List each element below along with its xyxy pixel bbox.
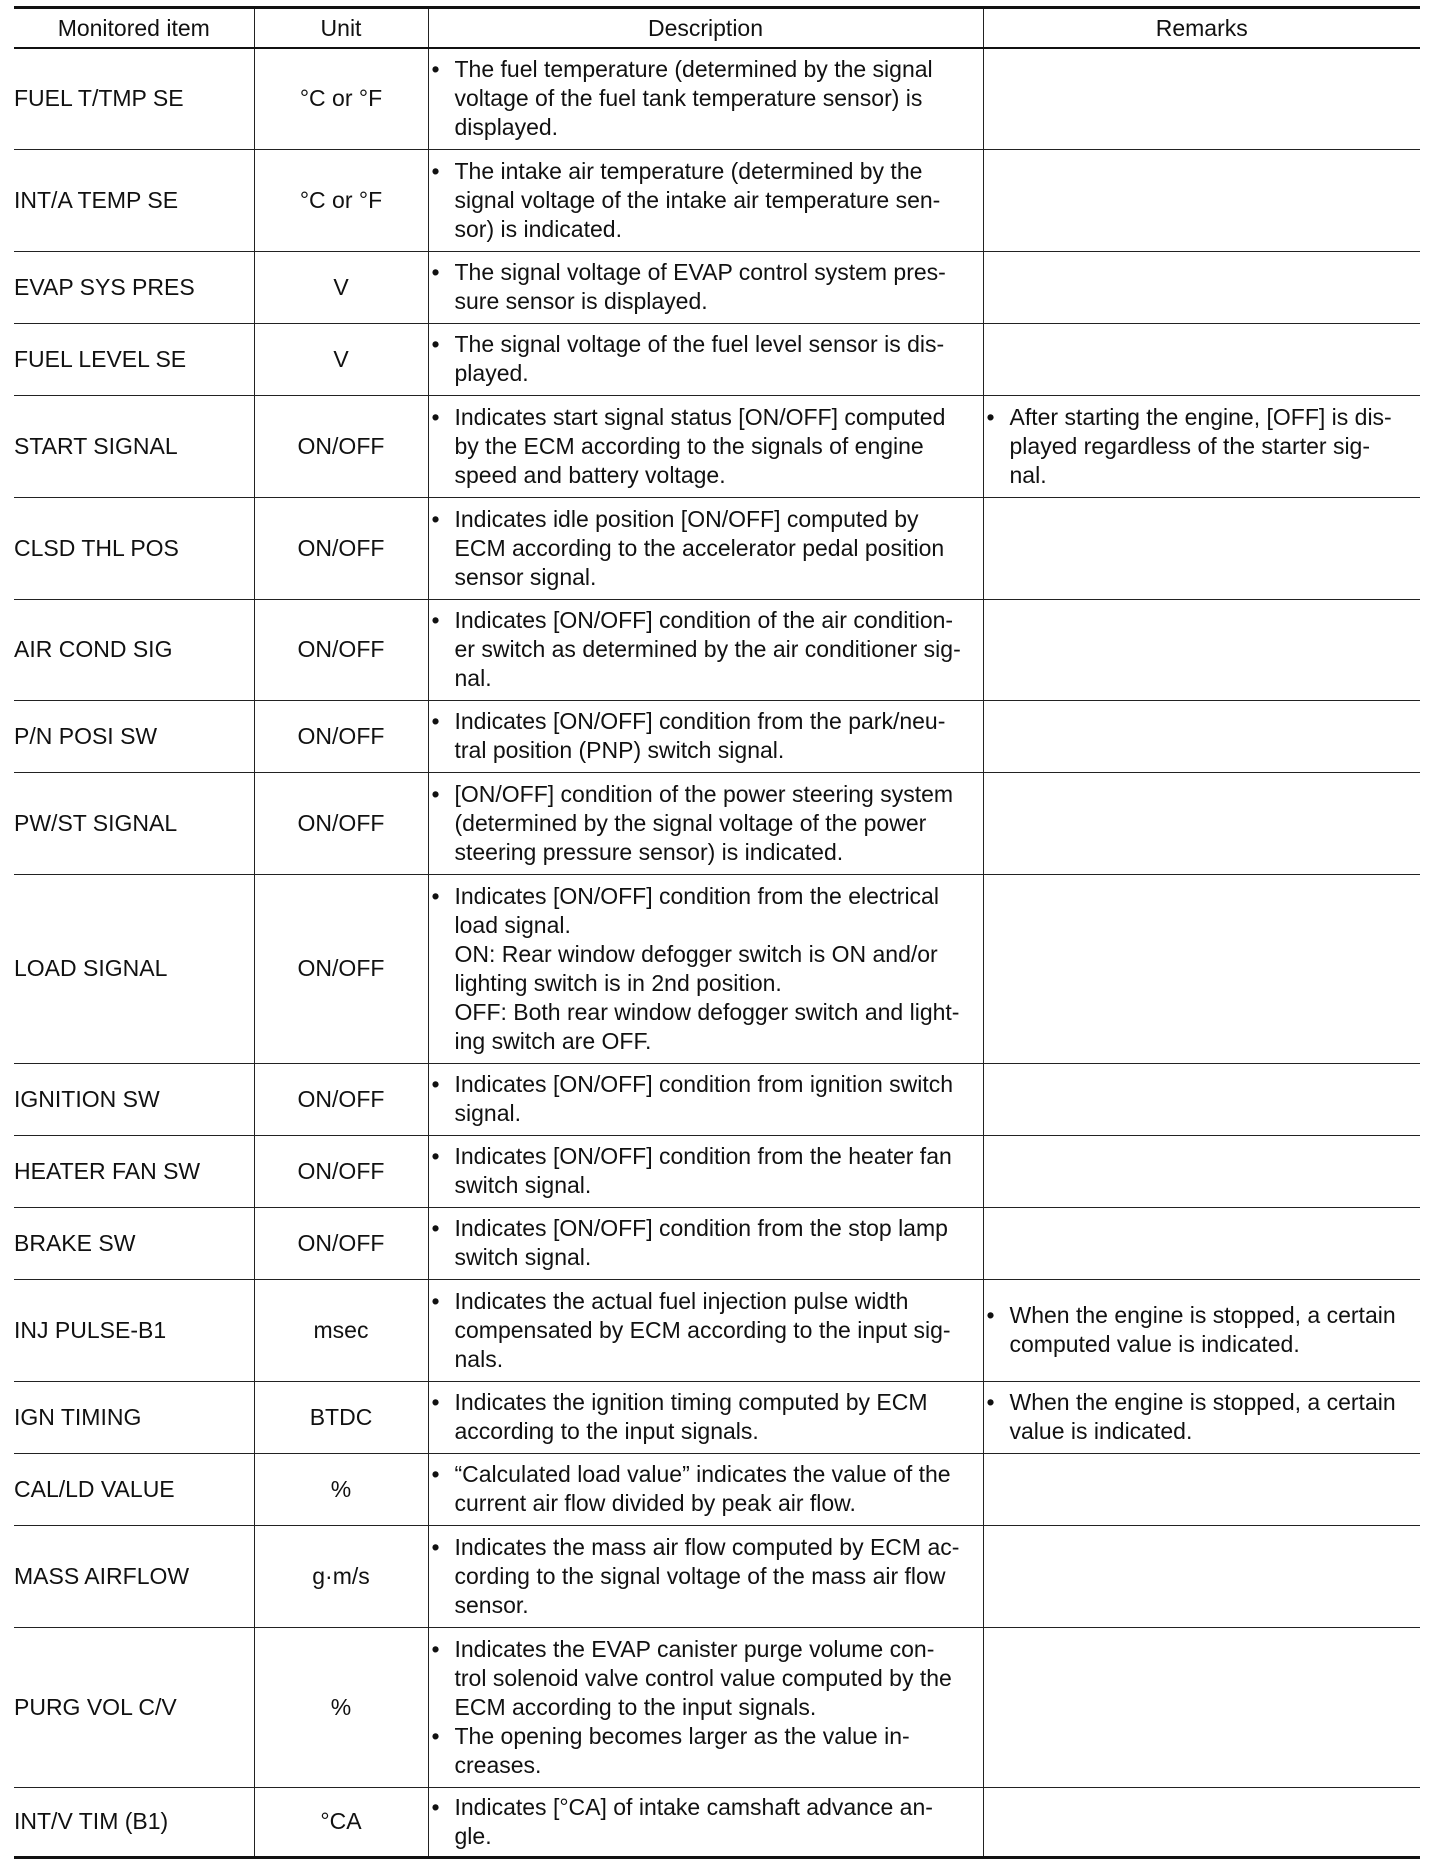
description-line: load signal. xyxy=(454,911,571,938)
remarks-line: • When the engine is stopped, a certain xyxy=(984,1301,1421,1330)
table-row xyxy=(14,1787,1420,1857)
monitored-item: BRAKE SW xyxy=(14,1207,254,1279)
remarks xyxy=(983,599,1420,700)
description-line: • Indicates [ON/OFF] condition from the park/neu- xyxy=(429,707,983,736)
header-unit: Unit xyxy=(254,8,428,49)
unit: msec xyxy=(254,1279,428,1381)
description xyxy=(428,48,983,149)
description-line: • The signal voltage of EVAP control system pres- xyxy=(429,258,983,287)
monitored-item: EVAP SYS PRES xyxy=(14,251,254,323)
monitored-item: MASS AIRFLOW xyxy=(14,1525,254,1627)
remarks xyxy=(983,395,1420,497)
monitored-item: INT/V TIM (B1) xyxy=(14,1787,254,1857)
description xyxy=(428,1135,983,1207)
description-line: • The opening becomes larger as the value in- xyxy=(429,1722,983,1751)
description-line: cording to the signal voltage of the mass air flow xyxy=(454,1562,946,1589)
monitored-item: P/N POSI SW xyxy=(14,700,254,772)
description-line: • Indicates [°CA] of intake camshaft advance an- xyxy=(429,1793,983,1822)
description-line: sensor signal. xyxy=(454,563,597,590)
monitored-item: FUEL LEVEL SE xyxy=(14,323,254,395)
description-line: • Indicates the mass air flow computed by ECM ac- xyxy=(429,1533,983,1562)
remarks xyxy=(983,1207,1420,1279)
remarks xyxy=(983,1787,1420,1857)
description xyxy=(428,1627,983,1787)
description-line: lighting switch is in 2nd position. xyxy=(454,969,782,996)
description-line: • [ON/OFF] condition of the power steering system xyxy=(429,780,983,809)
table-row xyxy=(14,1279,1420,1381)
remarks xyxy=(983,1525,1420,1627)
table-row xyxy=(14,1453,1420,1525)
unit: ON/OFF xyxy=(254,1207,428,1279)
description xyxy=(428,1063,983,1135)
table-row xyxy=(14,251,1420,323)
monitor-item-table xyxy=(14,6,1420,1859)
description-line: tral position (PNP) switch signal. xyxy=(454,737,785,763)
description-line: current air flow divided by peak air flow. xyxy=(454,1490,856,1516)
monitored-item: PW/ST SIGNAL xyxy=(14,772,254,874)
table-row xyxy=(14,48,1420,149)
description-line: displayed. xyxy=(454,114,559,141)
remarks xyxy=(983,48,1420,149)
monitored-item: LOAD SIGNAL xyxy=(14,874,254,1063)
remarks-line: • After starting the engine, [OFF] is dis- xyxy=(984,403,1421,432)
unit: ON/OFF xyxy=(254,700,428,772)
description-line: • The signal voltage of the fuel level sensor is dis- xyxy=(429,330,983,359)
unit: ON/OFF xyxy=(254,497,428,599)
table-row xyxy=(14,149,1420,251)
table-row xyxy=(14,599,1420,700)
description-line: • The fuel temperature (determined by the signal xyxy=(429,55,983,84)
remarks xyxy=(983,1627,1420,1787)
description-line: er switch as determined by the air conditioner sig- xyxy=(454,636,961,662)
description-line: by the ECM according to the signals of engine xyxy=(454,432,924,459)
description-line: compensated by ECM according to the input sig- xyxy=(454,1316,951,1343)
remarks xyxy=(983,1063,1420,1135)
unit: V xyxy=(254,323,428,395)
description xyxy=(428,700,983,772)
description-line: voltage of the fuel tank temperature sensor) is xyxy=(454,85,923,112)
description xyxy=(428,1787,983,1857)
monitored-item: PURG VOL C/V xyxy=(14,1627,254,1787)
description-line: ing switch are OFF. xyxy=(454,1027,652,1054)
description-line: ON: Rear window defogger switch is ON and/or xyxy=(454,940,938,967)
unit: g·m/s xyxy=(254,1525,428,1627)
description-line: • The intake air temperature (determined by the xyxy=(429,157,983,186)
description-line: OFF: Both rear window defogger switch and light- xyxy=(454,998,960,1025)
remarks xyxy=(983,700,1420,772)
remarks-line: value is indicated. xyxy=(1009,1418,1193,1444)
table-row xyxy=(14,1627,1420,1787)
remarks xyxy=(983,251,1420,323)
unit: BTDC xyxy=(254,1381,428,1453)
description-line: nal. xyxy=(454,665,492,691)
unit: % xyxy=(254,1627,428,1787)
unit: ON/OFF xyxy=(254,772,428,874)
unit: % xyxy=(254,1453,428,1525)
table-row xyxy=(14,1063,1420,1135)
unit: ON/OFF xyxy=(254,395,428,497)
description xyxy=(428,874,983,1063)
table-row xyxy=(14,323,1420,395)
description-line: • Indicates the ignition timing computed by ECM xyxy=(429,1388,983,1417)
table-row xyxy=(14,1207,1420,1279)
description-line: switch signal. xyxy=(454,1172,592,1198)
description-line: • Indicates idle position [ON/OFF] computed by xyxy=(429,505,983,534)
description-line: nals. xyxy=(454,1345,504,1372)
description-line: • Indicates the EVAP canister purge volume con- xyxy=(429,1635,983,1664)
monitored-item: START SIGNAL xyxy=(14,395,254,497)
remarks xyxy=(983,149,1420,251)
description-line: according to the input signals. xyxy=(454,1418,759,1444)
description xyxy=(428,1453,983,1525)
unit: ON/OFF xyxy=(254,874,428,1063)
description xyxy=(428,251,983,323)
description xyxy=(428,1381,983,1453)
description-line: (determined by the signal voltage of the power xyxy=(454,809,927,836)
monitored-item: IGN TIMING xyxy=(14,1381,254,1453)
remarks-line: • When the engine is stopped, a certain xyxy=(984,1388,1421,1417)
description-line: ECM according to the input signals. xyxy=(454,1693,817,1720)
table-row xyxy=(14,1381,1420,1453)
monitored-item: CLSD THL POS xyxy=(14,497,254,599)
remarks xyxy=(983,1279,1420,1381)
description-line: ECM according to the accelerator pedal position xyxy=(454,534,945,561)
description-line: switch signal. xyxy=(454,1244,592,1270)
unit: °CA xyxy=(254,1787,428,1857)
remarks xyxy=(983,497,1420,599)
monitored-item: INT/A TEMP SE xyxy=(14,149,254,251)
monitored-item: IGNITION SW xyxy=(14,1063,254,1135)
description xyxy=(428,772,983,874)
description-line: • Indicates [ON/OFF] condition from ignition switch xyxy=(429,1070,983,1099)
description-line: sensor. xyxy=(454,1591,529,1618)
description-line: speed and battery voltage. xyxy=(454,461,726,488)
monitored-item: AIR COND SIG xyxy=(14,599,254,700)
description-line: sure sensor is displayed. xyxy=(454,288,708,314)
unit: V xyxy=(254,251,428,323)
description xyxy=(428,1525,983,1627)
remarks-line: computed value is indicated. xyxy=(1009,1331,1300,1357)
monitored-item: HEATER FAN SW xyxy=(14,1135,254,1207)
description xyxy=(428,323,983,395)
description-line: • Indicates [ON/OFF] condition from the heater fan xyxy=(429,1142,983,1171)
unit: ON/OFF xyxy=(254,599,428,700)
description-line: • “Calculated load value” indicates the value of the xyxy=(429,1460,983,1489)
table-row xyxy=(14,874,1420,1063)
remarks-line: nal. xyxy=(1009,461,1047,488)
description-line: steering pressure sensor) is indicated. xyxy=(454,838,844,865)
description-line: trol solenoid valve control value computed by the xyxy=(454,1664,952,1691)
description-line: sor) is indicated. xyxy=(454,215,622,242)
table-row xyxy=(14,395,1420,497)
description xyxy=(428,149,983,251)
monitored-item: CAL/LD VALUE xyxy=(14,1453,254,1525)
unit: ON/OFF xyxy=(254,1135,428,1207)
monitored-item: INJ PULSE-B1 xyxy=(14,1279,254,1381)
remarks-line: played regardless of the starter sig- xyxy=(1009,432,1371,459)
description-line: • Indicates [ON/OFF] condition from the electrical xyxy=(429,882,983,911)
description xyxy=(428,1207,983,1279)
description xyxy=(428,395,983,497)
description-line: creases. xyxy=(454,1751,542,1778)
unit: ON/OFF xyxy=(254,1063,428,1135)
header-description: Description xyxy=(428,8,983,49)
header-remarks: Remarks xyxy=(983,8,1420,49)
table-row xyxy=(14,772,1420,874)
table-row xyxy=(14,700,1420,772)
description-line: gle. xyxy=(454,1822,492,1849)
remarks xyxy=(983,1453,1420,1525)
description-line: signal voltage of the intake air temperature sen- xyxy=(454,186,941,213)
table-header-row xyxy=(14,8,1420,49)
remarks xyxy=(983,323,1420,395)
description-line: • Indicates [ON/OFF] condition of the air condition- xyxy=(429,606,983,635)
description xyxy=(428,497,983,599)
remarks xyxy=(983,1381,1420,1453)
unit: °C or °F xyxy=(254,149,428,251)
description-line: • Indicates start signal status [ON/OFF] computed xyxy=(429,403,983,432)
remarks xyxy=(983,874,1420,1063)
remarks xyxy=(983,1135,1420,1207)
description-line: signal. xyxy=(454,1100,521,1126)
description-line: • Indicates the actual fuel injection pulse width xyxy=(429,1287,983,1316)
unit: °C or °F xyxy=(254,48,428,149)
description xyxy=(428,599,983,700)
table-row xyxy=(14,1525,1420,1627)
description xyxy=(428,1279,983,1381)
table-row xyxy=(14,497,1420,599)
monitored-item: FUEL T/TMP SE xyxy=(14,48,254,149)
remarks xyxy=(983,772,1420,874)
header-monitored-item: Monitored item xyxy=(14,8,254,49)
description-line: played. xyxy=(454,360,529,386)
table-row xyxy=(14,1135,1420,1207)
description-line: • Indicates [ON/OFF] condition from the stop lamp xyxy=(429,1214,983,1243)
